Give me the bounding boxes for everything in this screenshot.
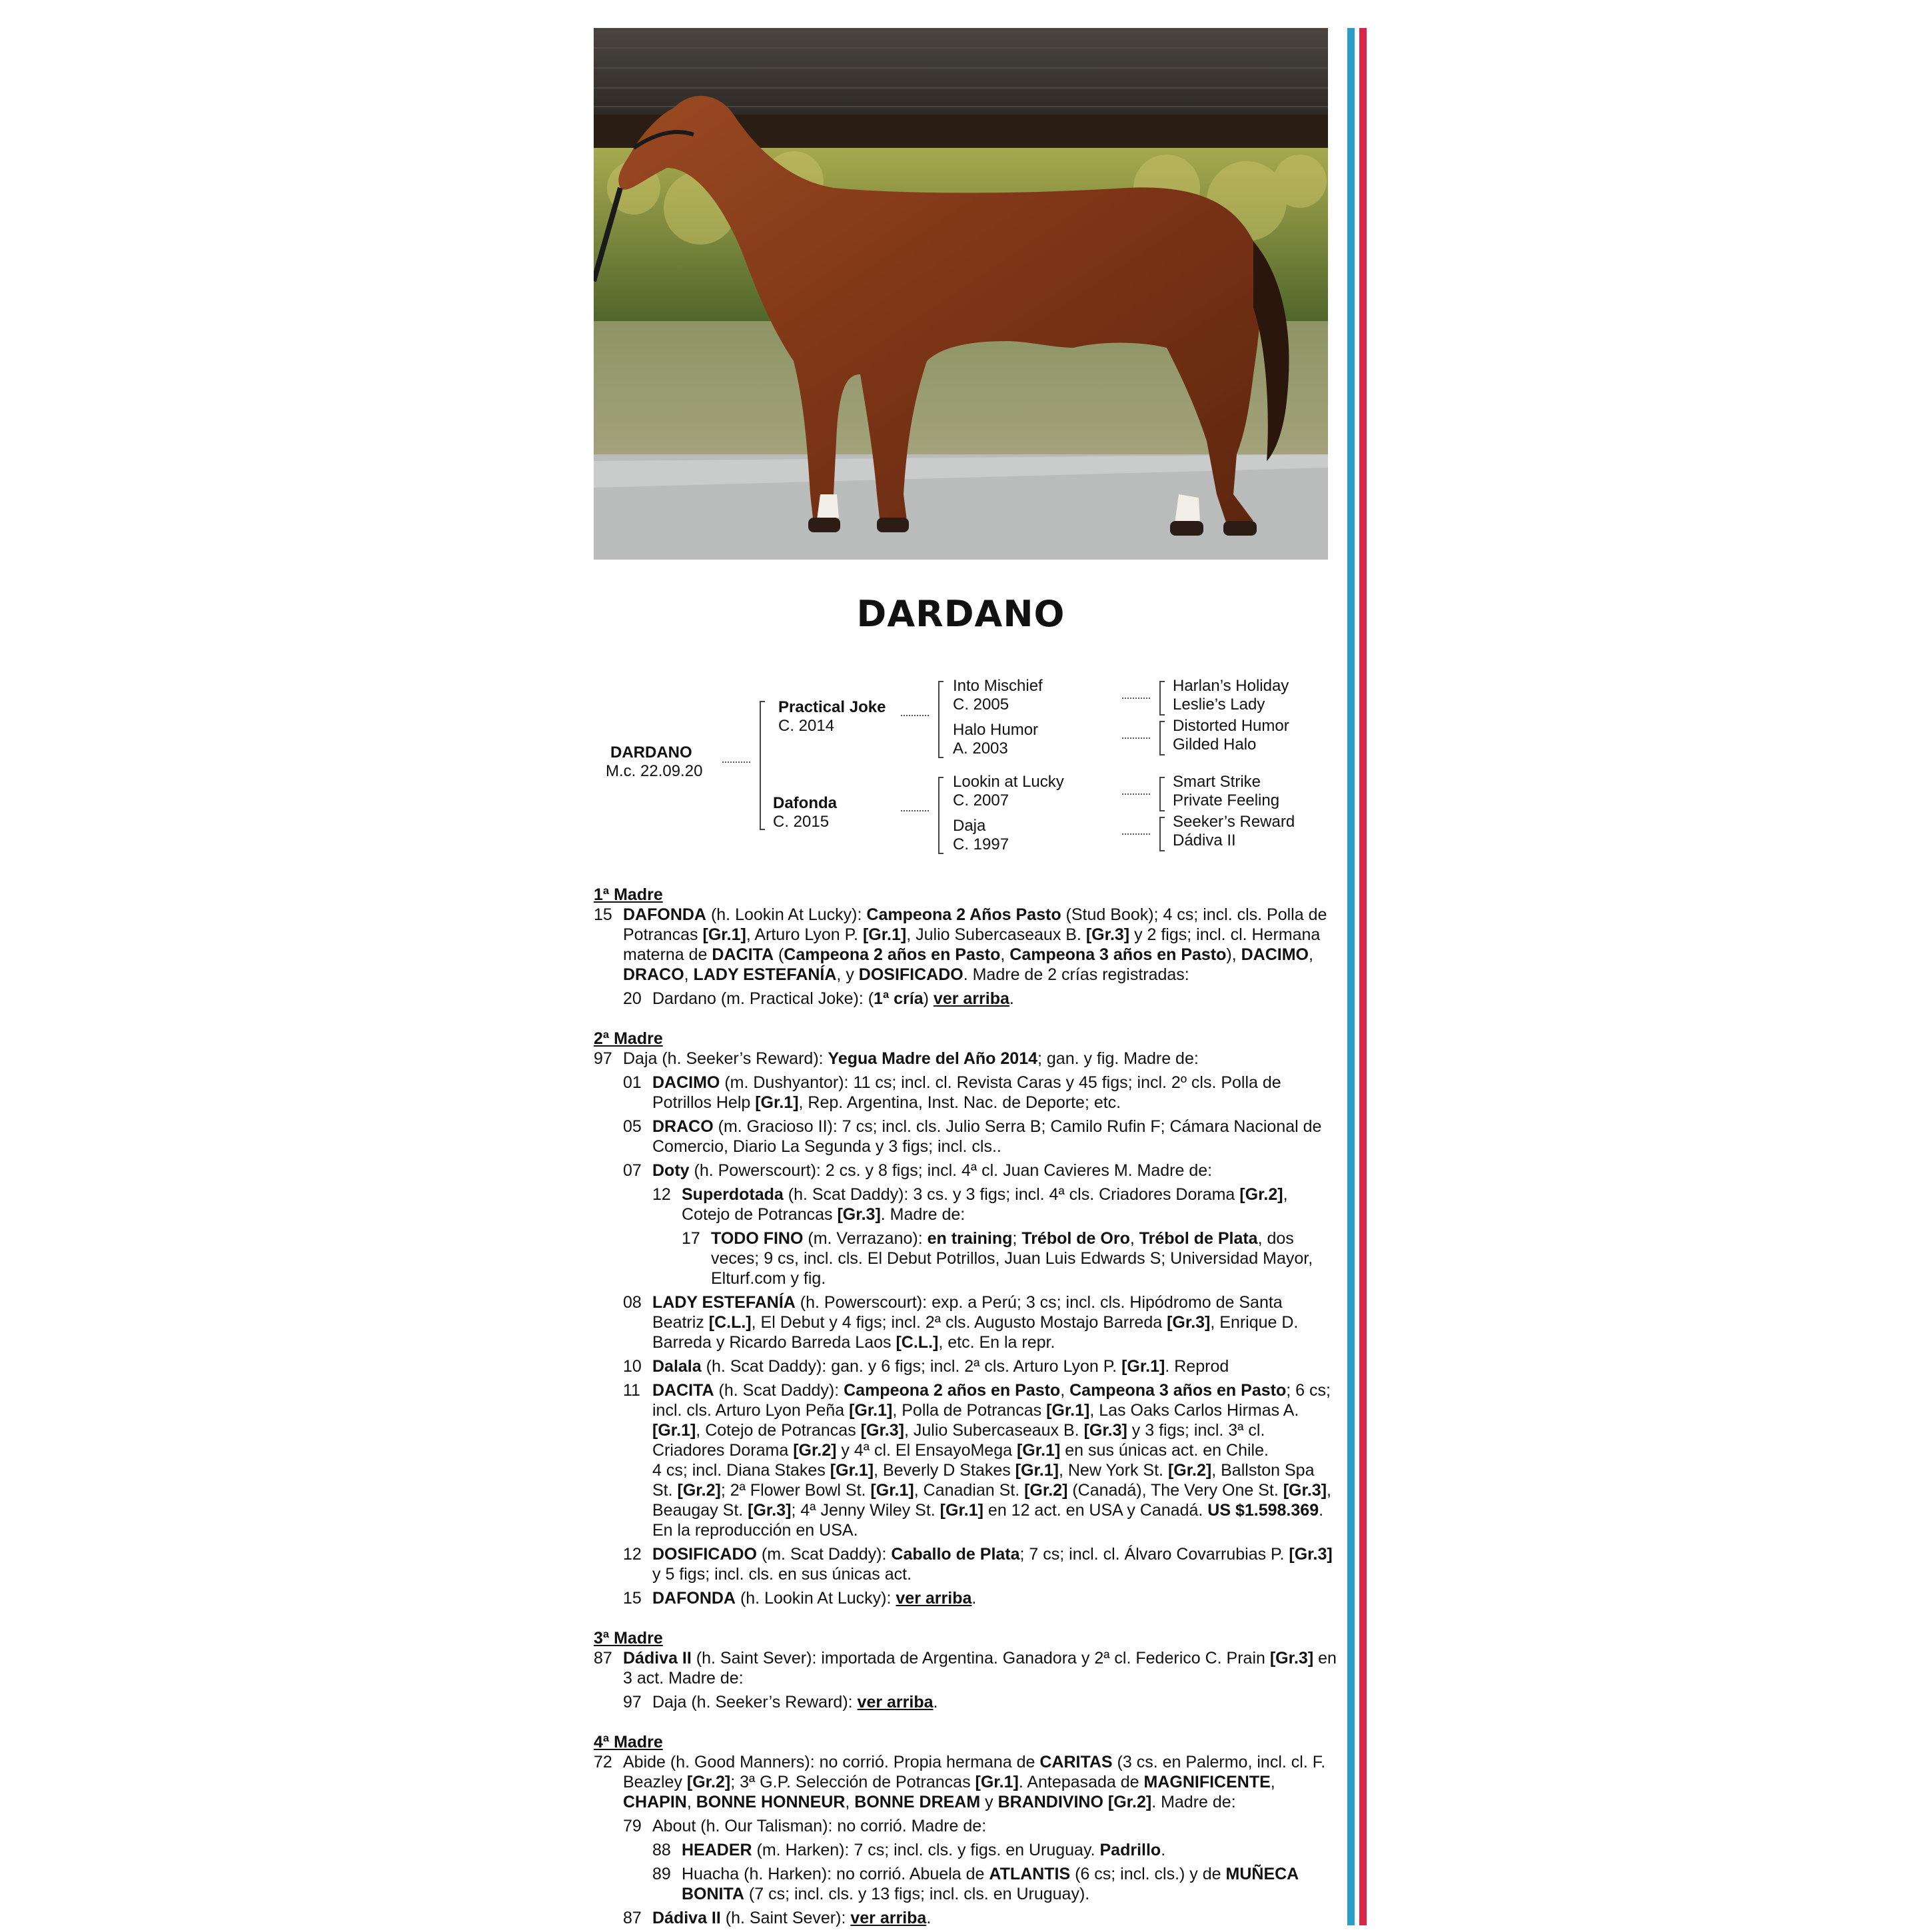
section (594, 1732, 1337, 1928)
entry-text: HEADER (m. Harken): 7 cs; incl. cls. y figs. en Uruguay. Padrillo. (682, 1841, 1166, 1859)
entry-text: Superdotada (h. Scat Daddy): 3 cs. y 3 figs; incl. 4ª cls. Criadores Dorama [Gr.2], Cotejo de Potrancas [Gr.3]. Madre de: (682, 1185, 1288, 1224)
entry-year: 87 (623, 1909, 642, 1927)
family-entry (652, 1185, 1337, 1224)
horse-photo-icon (594, 28, 1328, 560)
family-entry (623, 1356, 1337, 1376)
entry-text: DAFONDA (h. Lookin At Lucky): ver arriba. (652, 1589, 977, 1608)
entry-text: TODO FINO (m. Verrazano): en training; Trébol de Oro, Trébol de Plata, dos veces; 9 cs, incl. cls. El Debut Potrillos, Juan Luis Edwards S; Universidad Mayor, Elturf.com y fig. (711, 1229, 1313, 1288)
family-entry (594, 905, 1337, 985)
entry-text: Dardano (m. Practical Joke): (1ª cría) ver arriba. (652, 989, 1014, 1008)
g3-name: Seeker’s Reward (1173, 813, 1295, 831)
connector (1122, 833, 1150, 835)
entry-year: 12 (652, 1185, 671, 1204)
entry-year: 20 (623, 989, 642, 1008)
family-entry (594, 1648, 1337, 1688)
family-entry (623, 1544, 1337, 1584)
entry-text: DACITA (h. Scat Daddy): Campeona 2 años en Pasto, Campeona 3 años en Pasto; 6 cs; incl. cls. Arturo Lyon Peña [Gr.1], Polla de Potrancas [Gr.1], Las Oaks Carlos Hirmas A. [Gr.1], Cotejo de Potrancas [Gr.3], Julio Subercaseaux B. [Gr.3] y 3 figs; incl. 3ª cl. Criadores Dorama [Gr.2] y 4ª cl. El EnsayoMega [Gr.1] en sus únicas act. en Chile. 4 cs; incl. Diana Stakes [Gr.1], Beverly D Stakes [Gr.1], New York St. [Gr.2], Ballston Spa St. [Gr.2]; 2ª Flower Bowl St. [Gr.1], Canadian St. [Gr.2] (Canadá), The Very One St. [Gr.3], Beaugay St. [Gr.3]; 4ª Jenny Wiley St. [Gr.1] en 12 act. en USA y Canadá. US $1.598.369. En la reproducción en USA. (652, 1381, 1331, 1540)
family-entry (682, 1228, 1337, 1288)
sire-dam-info: A. 2003 (953, 739, 1008, 757)
entry-year: 10 (623, 1357, 642, 1376)
entry-text: DACIMO (m. Dushyantor): 11 cs; incl. cl. Revista Caras y 45 figs; incl. 2º cls. Polla de Potrillos Help [Gr.1], Rep. Argentina, Inst. Nac. de Deporte; etc. (652, 1073, 1281, 1112)
family-entry (652, 1864, 1337, 1904)
sire-name: Practical Joke (778, 698, 886, 716)
stripe-blue (1347, 28, 1355, 1925)
entry-year: 97 (623, 1693, 642, 1711)
bracket (1159, 817, 1165, 851)
bracket (1159, 721, 1165, 755)
entry-year: 87 (594, 1649, 612, 1668)
dam-sire-name: Lookin at Lucky (953, 773, 1064, 791)
g3-name: Smart Strike (1173, 773, 1261, 791)
connector (1122, 698, 1150, 699)
entry-text: LADY ESTEFANÍA (h. Powerscourt): exp. a Perú; 3 cs; incl. cls. Hipódromo de Santa Beatriz [C.L.], El Debut y 4 figs; incl. 2ª cls. Augusto Mostajo Barreda [Gr.3], Enrique D. Barreda y Ricardo Barreda Laos [C.L.], etc. En la repr. (652, 1293, 1299, 1352)
section (594, 1628, 1337, 1712)
family-entry (652, 1840, 1337, 1860)
entry-year: 15 (623, 1589, 642, 1608)
section-heading: 4ª Madre (594, 1733, 663, 1751)
entry-year: 12 (623, 1545, 642, 1564)
dam-sire-info: C. 2007 (953, 791, 1009, 809)
bracket (760, 701, 765, 830)
bracket (1159, 777, 1165, 811)
g3-name: Dádiva II (1173, 831, 1236, 849)
g3-name: Leslie’s Lady (1173, 696, 1265, 714)
entry-year: 97 (594, 1049, 612, 1068)
g3-name: Harlan’s Holiday (1173, 677, 1289, 695)
entry-text: Doty (h. Powerscourt): 2 cs. y 8 figs; incl. 4ª cl. Juan Cavieres M. Madre de: (652, 1161, 1213, 1180)
subject-info: M.c. 22.09.20 (606, 762, 703, 780)
family-entry (623, 989, 1337, 1009)
connector (901, 715, 929, 716)
horse-title: DARDANO (856, 593, 1065, 635)
sire-info: C. 2014 (778, 717, 835, 735)
entry-text: DOSIFICADO (m. Scat Daddy): Caballo de Plata; 7 cs; incl. cl. Álvaro Covarrubias P. [Gr.3] y 5 figs; incl. cls. en sus únicas act. (652, 1545, 1333, 1584)
stripe-red (1359, 28, 1367, 1925)
family-sections (594, 885, 1337, 1932)
section-heading: 3ª Madre (594, 1629, 663, 1648)
dam-dam-name: Daja (953, 817, 986, 835)
sire-dam-name: Halo Humor (953, 721, 1039, 739)
family-entry (623, 1588, 1337, 1608)
section (594, 1029, 1337, 1608)
entry-year: 17 (682, 1229, 700, 1248)
section (594, 885, 1337, 1009)
entry-text: Abide (h. Good Manners): no corrió. Propia hermana de CARITAS (3 cs. en Palermo, incl. cl. F. Beazley [Gr.2]; 3ª G.P. Selección de Potrancas [Gr.1]. Antepasada de MAGNIFICENTE, CHAPIN, BONNE HONNEUR, BONNE DREAM y BRANDIVINO [Gr.2]. Madre de: (623, 1753, 1326, 1811)
section-heading: 2ª Madre (594, 1029, 663, 1048)
entry-text: Daja (h. Seeker’s Reward): Yegua Madre del Año 2014; gan. y fig. Madre de: (623, 1049, 1199, 1068)
family-entry (623, 1117, 1337, 1157)
entry-text: Dádiva II (h. Saint Sever): ver arriba. (652, 1909, 932, 1927)
dam-name: Dafonda (773, 794, 837, 812)
entry-year: 05 (623, 1117, 642, 1136)
entry-year: 01 (623, 1073, 642, 1092)
family-entry (623, 1816, 1337, 1836)
sire-sire-name: Into Mischief (953, 677, 1043, 695)
family-entry (594, 1049, 1337, 1069)
family-entry (623, 1908, 1337, 1928)
entry-text: Dalala (h. Scat Daddy): gan. y 6 figs; incl. 2ª cls. Arturo Lyon P. [Gr.1]. Reprod (652, 1357, 1229, 1376)
family-entry (623, 1292, 1337, 1352)
entry-year: 08 (623, 1293, 642, 1312)
bracket (938, 777, 944, 854)
entry-text: About (h. Our Talisman): no corrió. Madre de: (652, 1817, 987, 1835)
family-entry (623, 1692, 1337, 1712)
bracket (1159, 681, 1165, 716)
connector (901, 810, 929, 811)
horse-photo (594, 28, 1328, 560)
dam-info: C. 2015 (773, 813, 830, 831)
entry-text: DAFONDA (h. Lookin At Lucky): Campeona 2 Años Pasto (Stud Book); 4 cs; incl. cls. Polla de Potrancas [Gr.1], Arturo Lyon P. [Gr.1], Julio Subercaseaux B. [Gr.3] y 2 figs; incl. cl. Hermana materna de DACITA (Campeona 2 años en Pasto, Campeona 3 años en Pasto), DACIMO, DRACO, LADY ESTEFANÍA, y DOSIFICADO. Madre de 2 crías registradas: (623, 905, 1327, 984)
entry-year: 07 (623, 1161, 642, 1180)
connector (1122, 737, 1150, 739)
entry-year: 72 (594, 1753, 612, 1771)
sire-sire-info: C. 2005 (953, 696, 1009, 714)
family-entry (623, 1161, 1337, 1181)
entry-year: 88 (652, 1841, 671, 1859)
family-entry (594, 1752, 1337, 1812)
dam-dam-info: C. 1997 (953, 835, 1009, 853)
entry-text: DRACO (m. Gracioso II): 7 cs; incl. cls. Julio Serra B; Camilo Rufin F; Cámara Nacional de Comercio, Diario La Segunda y 3 figs; incl. cls.. (652, 1117, 1322, 1156)
entry-text: Dádiva II (h. Saint Sever): importada de Argentina. Ganadora y 2ª cl. Federico C. Prain [Gr.3] en 3 act. Madre de: (623, 1649, 1337, 1688)
section-heading: 1ª Madre (594, 885, 663, 904)
entry-text: Huacha (h. Harken): no corrió. Abuela de ATLANTIS (6 cs; incl. cls.) y de MUÑECA BONITA (7 cs; incl. cls. y 13 figs; incl. cls. en Uruguay). (682, 1865, 1299, 1903)
family-entry (623, 1073, 1337, 1113)
entry-year: 79 (623, 1817, 642, 1835)
g3-name: Distorted Humor (1173, 717, 1289, 735)
subject-name: DARDANO (610, 743, 692, 761)
entry-year: 15 (594, 905, 612, 924)
g3-name: Gilded Halo (1173, 735, 1257, 753)
entry-year: 11 (623, 1381, 640, 1400)
family-entry (623, 1380, 1337, 1540)
bracket (938, 681, 944, 758)
g3-name: Private Feeling (1173, 791, 1280, 809)
entry-year: 89 (652, 1865, 671, 1883)
connector (1122, 793, 1150, 795)
connector (722, 761, 750, 763)
entry-text: Daja (h. Seeker’s Reward): ver arriba. (652, 1693, 938, 1711)
